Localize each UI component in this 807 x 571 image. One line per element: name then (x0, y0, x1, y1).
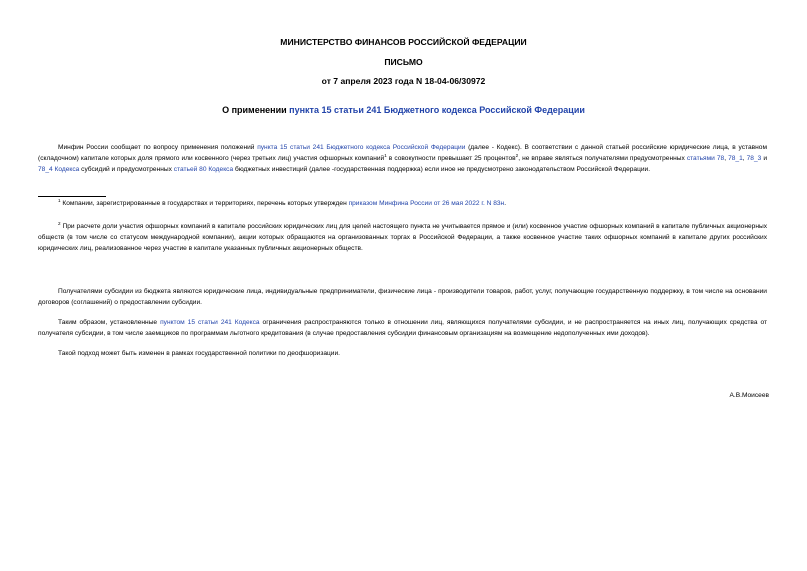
footnote-2 (38, 221, 767, 255)
p1-text-1: Минфин России сообщает по вопросу применения положений (58, 144, 258, 151)
footnote-ref-2[interactable]: 2 (515, 153, 519, 159)
paragraph-2 (38, 286, 767, 308)
footnote-2-text: При расчете доли участия офшорных компаний в капитале российских юридических лиц для целей настоящего пункта не учитывается прямое и (или) косвенное участие офшорных компаний в капитале публичных акционерных обществ (в том числе со статусом международной компании), акции которых обращаются на организованных торгах в Российской Федерации, а также косвенное участие таких офшорных компаний в капитале других российских юридических лиц, реализованное через участие в капитале указанных публичных акционерных обществ. (38, 223, 767, 253)
p1-text-4: , не вправе являться получателями предусмотренных (518, 155, 687, 163)
p1-text-7: и (761, 155, 767, 163)
p1-link-article-78-1[interactable]: 78_1 (728, 155, 743, 163)
p3-text-2: ограничения распространяются только в отношении лиц, являющихся получателями субсидии, и не распространяется на иных лиц, получающих средства от получателя субсидии, в том числе заемщиков по программам льготного кредитования (в случае предоставления субсидии финансовым организациям на возмещение недополученных ими доходов). (38, 319, 767, 338)
footnote-ref-1[interactable]: 1 (384, 153, 387, 159)
signature: А.В.Моисеев (729, 392, 769, 399)
p1-text-9: бюджетных инвестиций (далее -государственная поддержка) если иное не предусмотрено законодательством Российской Федерации. (233, 166, 651, 174)
document-subject (0, 105, 807, 115)
paragraph-3 (38, 317, 767, 339)
p1-text-3: в совокупности превышает 25 процентов (386, 155, 516, 163)
document-date-number: от 7 апреля 2023 года N 18-04-06/30972 (321, 76, 486, 86)
footnote-2-mark: 2 (58, 220, 61, 226)
footnote-1-end: . (504, 200, 507, 207)
footnote-1-link-order[interactable]: приказом Минфина России от 26 мая 2022 г. N 83н (348, 200, 505, 207)
p1-link-article-78-4[interactable]: 78_4 Кодекса (38, 166, 80, 174)
subject-prefix: О применении (222, 105, 290, 115)
footnote-separator (38, 196, 106, 197)
footnote-1 (38, 198, 767, 209)
p4-text: Такой подход может быть изменен в рамках государственной политики по деофшоризации. (58, 350, 340, 357)
p1-text-6: , (742, 155, 747, 163)
p3-link-article-241[interactable]: пунктом 15 статьи 241 Кодекса (160, 319, 260, 326)
p1-text-8: субсидий и предусмотренных (79, 166, 174, 174)
p3-text-1: Таким образом, установленные (58, 319, 161, 326)
document-type: ПИСЬМО (384, 57, 423, 67)
p1-text-2: (далее - Кодекс). В соответствии с данной статьей российские юридические лица, в уставном (складочном) капитале которых доля прямого или косвенного (через третьих лиц) участия офшорных компаний (38, 144, 767, 163)
p1-link-article-78[interactable]: статьями 78 (686, 155, 725, 163)
subject-link[interactable]: пункта 15 статьи 241 Бюджетного кодекса Российской Федерации (289, 105, 585, 115)
paragraph-4 (38, 348, 767, 359)
p2-text: Получателями субсидии из бюджета являются юридические лица, индивидуальные предприниматели, физические лица - производители товаров, работ, услуг, получающие государственную поддержку, в том числе на основании договоров (соглашений) о предоставлении субсидии. (38, 288, 767, 307)
footnote-1-text: Компании, зарегистрированные в государствах и территориях, перечень которых утвержден (60, 200, 349, 207)
footnote-1-mark: 1 (58, 197, 61, 203)
ministry-title: МИНИСТЕРСТВО ФИНАНСОВ РОССИЙСКОЙ ФЕДЕРАЦИИ (280, 37, 527, 47)
p1-link-article-78-3[interactable]: 78_3 (746, 155, 762, 163)
p1-link-article-241[interactable]: пункта 15 статьи 241 Бюджетного кодекса Российской Федерации (257, 144, 466, 151)
p1-link-article-80[interactable]: статьей 80 Кодекса (173, 166, 234, 174)
paragraph-1 (38, 142, 767, 176)
p1-text-5: , (724, 155, 729, 163)
